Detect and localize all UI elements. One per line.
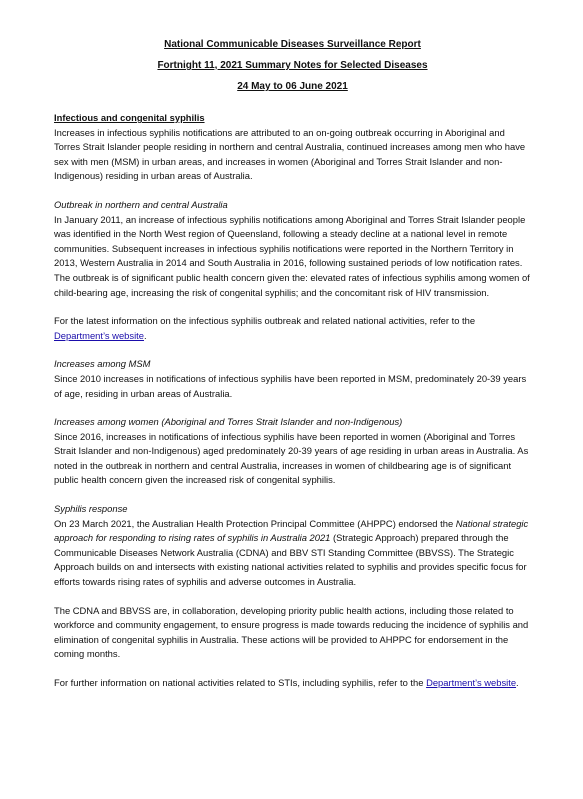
cdna-body: The CDNA and BBVSS are, in collaboration, developing priority public health actions, including those related to workforce and community engagement, to ensure progress is made towards reducing the incidence of syphilis and elimination of congenital syphilis in Australia. These actions will be provided to AHPPC for endorsement in the coming months.	[54, 604, 529, 660]
further-info-text: For further information on national activities related to STIs, including syphilis, refer to the	[54, 677, 427, 688]
msm-body: Since 2010 increases in notifications of infectious syphilis have been reported in MSM, predominately 20-39 years of age, residing in urban areas of Australia.	[54, 372, 527, 399]
report-title: National Communicable Diseases Surveillance Report	[164, 39, 421, 50]
department-website-link-2[interactable]: Department’s website	[426, 677, 517, 688]
latest-info-period: .	[143, 329, 147, 341]
response-text-before: On 23 March 2021, the Australian Health Protection Principal Committee (AHPPC) endorsed the	[54, 517, 456, 529]
response-body	[54, 517, 531, 590]
response-heading: Syphilis response	[54, 503, 128, 515]
section-intro: Increases in infectious syphilis notifications are attributed to an on-going outbreak occurring in Aboriginal and Torres Strait Islander people residing in northern and central Australia, continued increases among men who have sex with men (MSM) in urban areas, and increases in women (Aboriginal and Torres Strait Islander and non-Indigenous) residing in urban areas of Australia.	[54, 126, 526, 182]
strategic-approach-title: National strategic approach for responding to rising rates of syphilis in Australia 2021	[54, 517, 529, 544]
further-info-period: .	[516, 677, 519, 688]
latest-info-paragraph	[54, 314, 531, 343]
latest-info-text: For the latest information on the infectious syphilis outbreak and related national activities, refer to the	[54, 315, 476, 327]
further-info-paragraph	[54, 676, 531, 691]
report-fortnight: Fortnight 11, 2021 Summary Notes for Selected Diseases	[157, 60, 428, 71]
response-text-after: (Strategic Approach) prepared through the Communicable Diseases Network Australia (CDNA) and BBV STI Standing Committee (BBVSS). The Strategic Approach builds on and intersects with existing national activities related to syphilis and provides specific focus for efforts towards rising rates of syphilis and adverse outcomes in Australia.	[54, 532, 527, 588]
women-body: Since 2016, increases in notifications of infectious syphilis have been reported in women (Aboriginal and Torres Strait Islander and non-Indigenous) aged predominately 20-39 years of age residing in urban areas in Australia. As noted in the outbreak in northern and central Australia, increases in women of childbearing age is of significant public health concern given the increased risk of congenital syphilis.	[54, 430, 529, 486]
outbreak-body: In January 2011, an increase of infectious syphilis notifications among Aboriginal and Torres Strait Islander people was identified in the North West region of Queensland, following a steady decline at a national level in remote communities. Subsequent increases in infectious syphilis notifications were reported in the Northern Territory in 2013, Western Australia in 2014 and South Australia in 2016, following sustained periods of low notification rates. The outbreak is of significant public health concern given the: elevated rates of infectious syphilis among women of child-bearing age, increasing the risk of congenital syphilis; and the concomitant risk of HIV transmission.	[54, 213, 530, 298]
department-website-link[interactable]: Department’s website	[54, 329, 144, 341]
section-title: Infectious and congenital syphilis	[54, 112, 205, 123]
outbreak-heading: Outbreak in northern and central Australia	[54, 198, 228, 210]
women-heading: Increases among women (Aboriginal and Torres Strait Islander and non-Indigenous)	[54, 416, 403, 428]
report-dates: 24 May to 06 June 2021	[237, 81, 348, 92]
msm-heading: Increases among MSM	[54, 358, 151, 370]
